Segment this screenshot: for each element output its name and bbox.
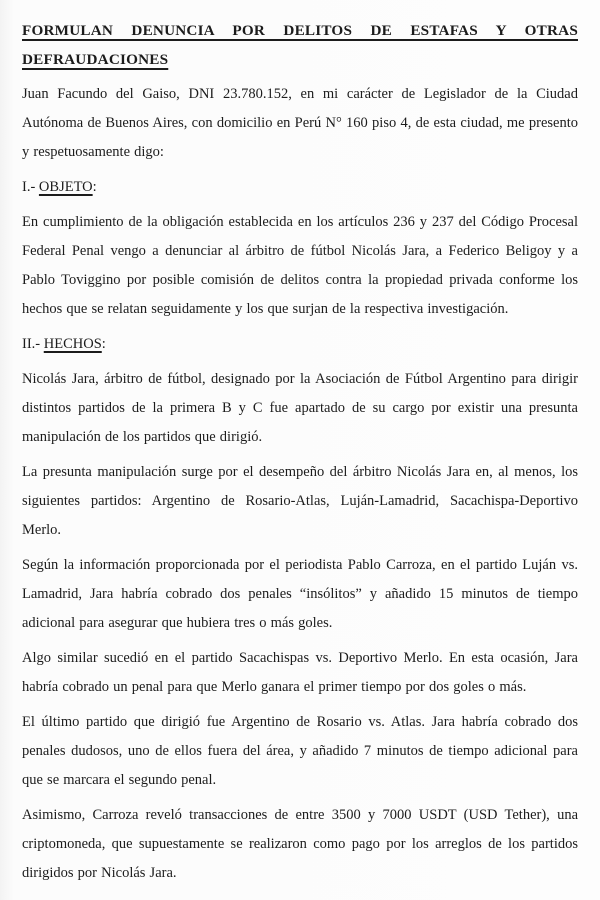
section-objeto-separator: : (92, 179, 97, 195)
section-hechos-number: II.- (22, 336, 41, 352)
section-objeto-heading (22, 173, 578, 202)
section-objeto (22, 173, 578, 324)
document-title (22, 16, 578, 74)
section-hechos-title: HECHOS (43, 336, 102, 352)
section-objeto-paragraph-1: En cumplimiento de la obligación establecida en los artículos 236 y 237 del Código Procesal Federal Penal vengo a denunciar al árbitro de fútbol Nicolás Jara, a Federico Beligoy y a Pablo Toviggino por posible comisión de delitos contra la propiedad privada conforme los hechos que se relatan seguidamente y los que surjan de la respectiva investigación. (22, 214, 578, 317)
section-hechos-paragraph-4: Algo similar sucedió en el partido Sacachispas vs. Deportivo Merlo. En esta ocasión, Jara habría cobrado un penal para que Merlo ganara el primer tiempo por dos goles o más. (22, 650, 578, 695)
section-objeto-title: OBJETO (38, 179, 93, 195)
section-hechos-paragraph-1: Nicolás Jara, árbitro de fútbol, designado por la Asociación de Fútbol Argentino para dirigir distintos partidos de la primera B y C fue apartado de su cargo por existir una presunta manipulación de los partidos que dirigió. (22, 371, 578, 445)
intro-paragraph: Juan Facundo del Gaiso, DNI 23.780.152, en mi carácter de Legislador de la Ciudad Autónoma de Buenos Aires, con domicilio en Perú N° 160 piso 4, de esta ciudad, me presento y respetuosamente digo: (22, 86, 578, 160)
section-hechos (22, 330, 578, 888)
section-hechos-separator: : (101, 336, 106, 352)
section-hechos-paragraph-3: Según la información proporcionada por el periodista Pablo Carroza, en el partido Luján vs. Lamadrid, Jara habría cobrado dos penales “insólitos” y añadido 15 minutos de tiempo adicional para asegurar que hubiera tres o más goles. (22, 557, 578, 631)
section-hechos-heading (22, 330, 578, 359)
section-hechos-paragraph-6: Asimismo, Carroza reveló transacciones de entre 3500 y 7000 USDT (USD Tether), una criptomoneda, que supuestamente se realizaron como pago por los arreglos de los partidos dirigidos por Nicolás Jara. (22, 807, 578, 881)
section-hechos-paragraph-2: La presunta manipulación surge por el desempeño del árbitro Nicolás Jara en, al menos, los siguientes partidos: Argentino de Rosario-Atlas, Luján-Lamadrid, Sacachispa-Deportivo Merlo. (22, 464, 578, 538)
section-hechos-paragraph-5: El último partido que dirigió fue Argentino de Rosario vs. Atlas. Jara habría cobrado dos penales dudosos, uno de ellos fuera del área, y añadido 7 minutos de tiempo adicional para que se marcara el segundo penal. (22, 714, 578, 788)
document-title-line1: FORMULAN DENUNCIA POR DELITOS DE ESTAFAS Y OTRAS (22, 22, 578, 39)
document-title-line2: DEFRAUDACIONES (22, 51, 169, 68)
section-objeto-number: I.- (22, 179, 36, 195)
